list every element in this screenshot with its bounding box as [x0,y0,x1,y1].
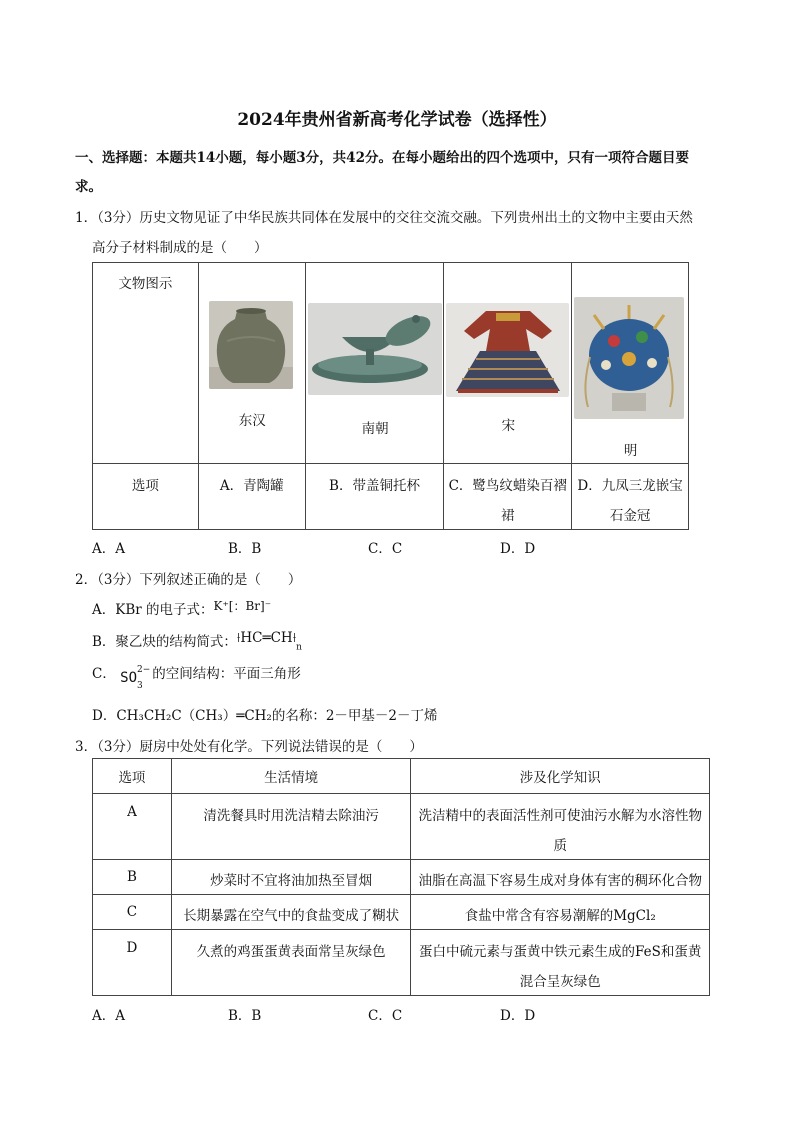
q3-choice-a[interactable]: A．A [92,1008,125,1024]
q1-header-label-cell [93,263,199,464]
q3-row-d-scene: 久煮的鸡蛋蛋黄表面常呈灰绿色 [196,944,386,960]
pottery-jar-image [209,301,293,389]
q3-row-a-knowledge-line2: 质 [553,838,567,854]
q1-stem-line2: 高分子材料制成的是（ ） [92,240,268,256]
table-row [93,895,710,930]
artifact-d-name-line1: D．九凤三龙嵌宝 [577,478,683,494]
q2-option-c-label: C． [92,666,116,682]
q2-option-a-text: A．KBr 的电子式： [92,602,214,618]
q3-stem: 3．（3分）厨房中处处有化学。下列说法错误的是（ ） [75,739,423,755]
q3-row-a-scene: 清洗餐具时用洗洁精去除油污 [203,808,379,824]
q3-header-scene: 生活情境 [171,759,411,794]
page-title: 2024年贵州省新高考化学试卷（选择性） [237,110,557,130]
q3-choice-b[interactable]: B．B [228,1008,262,1024]
q2-stem: 2．（3分）下列叙述正确的是（ ） [75,572,302,588]
option-cell-c [444,464,572,530]
q3-choice-c[interactable]: C．C [368,1008,403,1024]
q3-header-option: 选项 [93,759,172,794]
artifact-b-name: B．带盖铜托杯 [329,478,420,494]
q3-row-b-scene: 炒菜时不宜将油加热至冒烟 [210,873,373,889]
table-row [93,930,710,996]
batik-skirt-image [446,303,569,397]
q1-choice-d[interactable]: D．D [500,541,536,557]
q3-row-c-option: C [126,904,138,920]
artifact-d-dynasty: 明 [623,443,638,459]
q2-option-a-formula: K⁺[：Br]⁻ [213,599,272,613]
q1-choice-a[interactable]: A．A [92,541,125,557]
artifact-cell-a [198,263,305,464]
q1-artifact-table [92,262,689,530]
q3-row-a-knowledge-line1: 洗洁精中的表面活性剂可使油污水解为水溶性物 [418,808,702,824]
bronze-cup-image [308,303,442,395]
artifact-a-dynasty: 东汉 [238,413,266,429]
section-heading-line2: 求。 [75,179,102,195]
q1-stem-line1: 1．（3分）历史文物见证了中华民族共同体在发展中的交往交流交融。下列贵州出土的文物中主要由天然 [75,210,693,226]
artifact-cell-d [572,263,689,464]
q2-option-c-charge: 2− [137,664,151,675]
q3-row-b-knowledge: 油脂在高温下容易生成对身体有害的稠环化合物 [418,873,702,889]
artifact-b-dynasty: 南朝 [361,421,389,437]
q3-row-d-knowledge-line1: 蛋白中硫元素与蛋黄中铁元素生成的FeS和蛋黄 [419,944,702,960]
option-cell-a [198,464,305,530]
q3-row-d-option: D [126,940,138,956]
q2-option-c-subscript: 3 [137,680,143,691]
q3-kitchen-table [92,758,710,996]
artifact-d-name-line2: 石金冠 [609,508,651,524]
option-cell-d [572,464,689,530]
q1-row-label: 选项 [131,478,159,494]
q3-row-c-knowledge: 食盐中常含有容易潮解的MgCl₂ [464,908,656,924]
phoenix-crown-image [574,297,684,419]
artifact-c-name-line1: C．鹭鸟纹蜡染百褶 [448,478,567,494]
q2-option-c-ion: SO [120,670,137,686]
q1-row-label-cell [93,464,199,530]
q2-option-a[interactable] [92,598,271,618]
table-row [93,860,710,895]
artifact-a-name: A．青陶罐 [219,478,284,494]
q2-option-b[interactable] [92,630,302,653]
q2-option-b-formula: ⟊HC═CH⟊ [236,630,297,646]
q2-option-b-text: B．聚乙炔的结构简式： [92,634,237,650]
q2-option-d[interactable]: D．CH₃CH₂C（CH₃）═CH₂的名称：2－甲基－2－丁烯 [92,708,438,724]
artifact-cell-c [444,263,572,464]
q1-choice-b[interactable]: B．B [228,541,262,557]
q3-choice-d[interactable]: D．D [500,1008,536,1024]
q3-row-c-scene: 长期暴露在空气中的食盐变成了糊状 [183,908,400,924]
q3-row-a-option: A [127,804,137,820]
q2-option-c[interactable] [92,662,301,691]
q3-row-d-knowledge-line2: 混合呈灰绿色 [519,974,601,990]
table-row [93,794,710,860]
option-cell-b [305,464,444,530]
artifact-cell-b [305,263,444,464]
q1-choice-c[interactable]: C．C [368,541,403,557]
q3-row-b-option: B [126,869,137,885]
q3-header-knowledge: 涉及化学知识 [411,759,710,794]
artifact-c-name-line2: 裙 [501,508,515,524]
q2-option-b-subscript: n [296,642,302,653]
q1-header-label: 文物图示 [118,276,173,292]
artifact-c-dynasty: 宋 [501,418,516,434]
q2-option-c-text: 的空间结构：平面三角形 [152,666,301,682]
section-heading-line1: 一、选择题：本题共14小题，每小题3分，共42分。在每小题给出的四个选项中，只有一项符合题目要 [75,150,689,166]
